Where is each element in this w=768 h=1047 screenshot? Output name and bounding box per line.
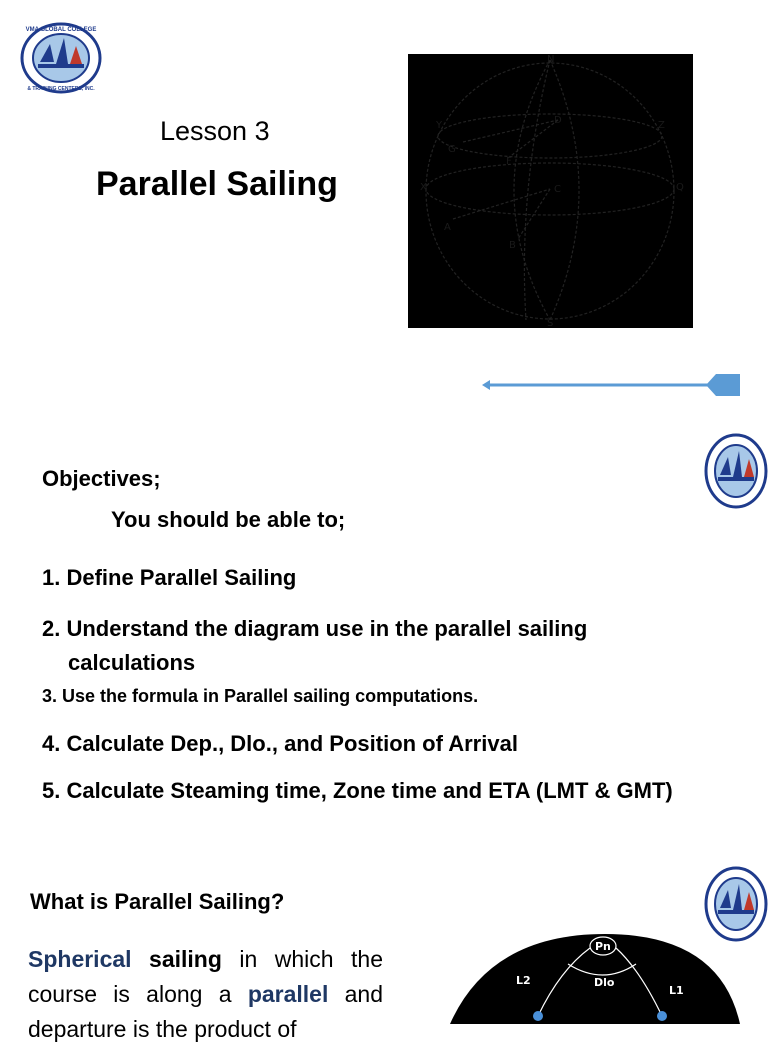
globe-diagram xyxy=(408,54,693,328)
globe-label-s: S xyxy=(547,318,554,328)
lesson-title: Parallel Sailing xyxy=(96,165,338,203)
definition-part-1: in which the course is along a xyxy=(28,946,384,1007)
objectives-heading: Objectives; xyxy=(42,466,161,491)
objective-item-5: 5. Calculate Steaming time, Zone time and ETA (LMT & GMT) xyxy=(42,778,673,803)
globe-label-q: Q xyxy=(676,182,684,193)
college-logo-2 xyxy=(704,433,768,509)
objectives-subheading: You should be able to; xyxy=(111,507,346,532)
objective-item-1: 1. Define Parallel Sailing xyxy=(42,565,297,590)
lesson-number: Lesson 3 xyxy=(160,116,270,146)
label-dlo: Dlo xyxy=(594,976,615,989)
back-arrow-icon[interactable] xyxy=(480,370,742,405)
objective-item-2-line2: calculations xyxy=(68,650,196,675)
definition-part-2: and departure is the product of xyxy=(28,981,384,1042)
globe-label-c: C xyxy=(554,184,561,195)
globe-label-n: N xyxy=(547,54,555,65)
logo-text-top: VMA GLOBAL COLLEGE xyxy=(25,27,97,33)
globe-label-g: G xyxy=(448,144,456,155)
label-pn: Pn xyxy=(595,940,611,953)
globe-label-x: X xyxy=(420,182,427,193)
objective-item-4: 4. Calculate Dep., Dlo., and Position of Arrival xyxy=(42,731,518,756)
what-is-heading: What is Parallel Sailing? xyxy=(30,889,285,914)
globe-label-z: Z xyxy=(658,120,665,131)
globe-label-b: B xyxy=(509,240,516,251)
word-spherical: Spherical xyxy=(28,946,132,972)
definition-text xyxy=(28,942,383,1047)
word-sailing: sailing xyxy=(149,946,222,972)
logo-text-bottom: & TRAINING CENTERS, INC. xyxy=(27,86,95,92)
objective-item-2 xyxy=(42,612,587,680)
globe-label-d: D xyxy=(554,115,562,126)
globe-label-y: Y xyxy=(436,120,443,131)
college-logo xyxy=(20,22,102,94)
objective-item-3: 3. Use the formula in Parallel sailing computations. xyxy=(42,686,479,706)
objective-item-2-line1: 2. Understand the diagram use in the parallel sailing xyxy=(42,616,588,641)
label-l1: L1 xyxy=(669,984,684,997)
label-l2: L2 xyxy=(516,974,531,987)
word-parallel: parallel xyxy=(247,981,329,1007)
parallel-sailing-diagram xyxy=(440,930,740,1029)
globe-label-a: A xyxy=(444,222,451,233)
globe-label-f: F xyxy=(506,156,512,167)
